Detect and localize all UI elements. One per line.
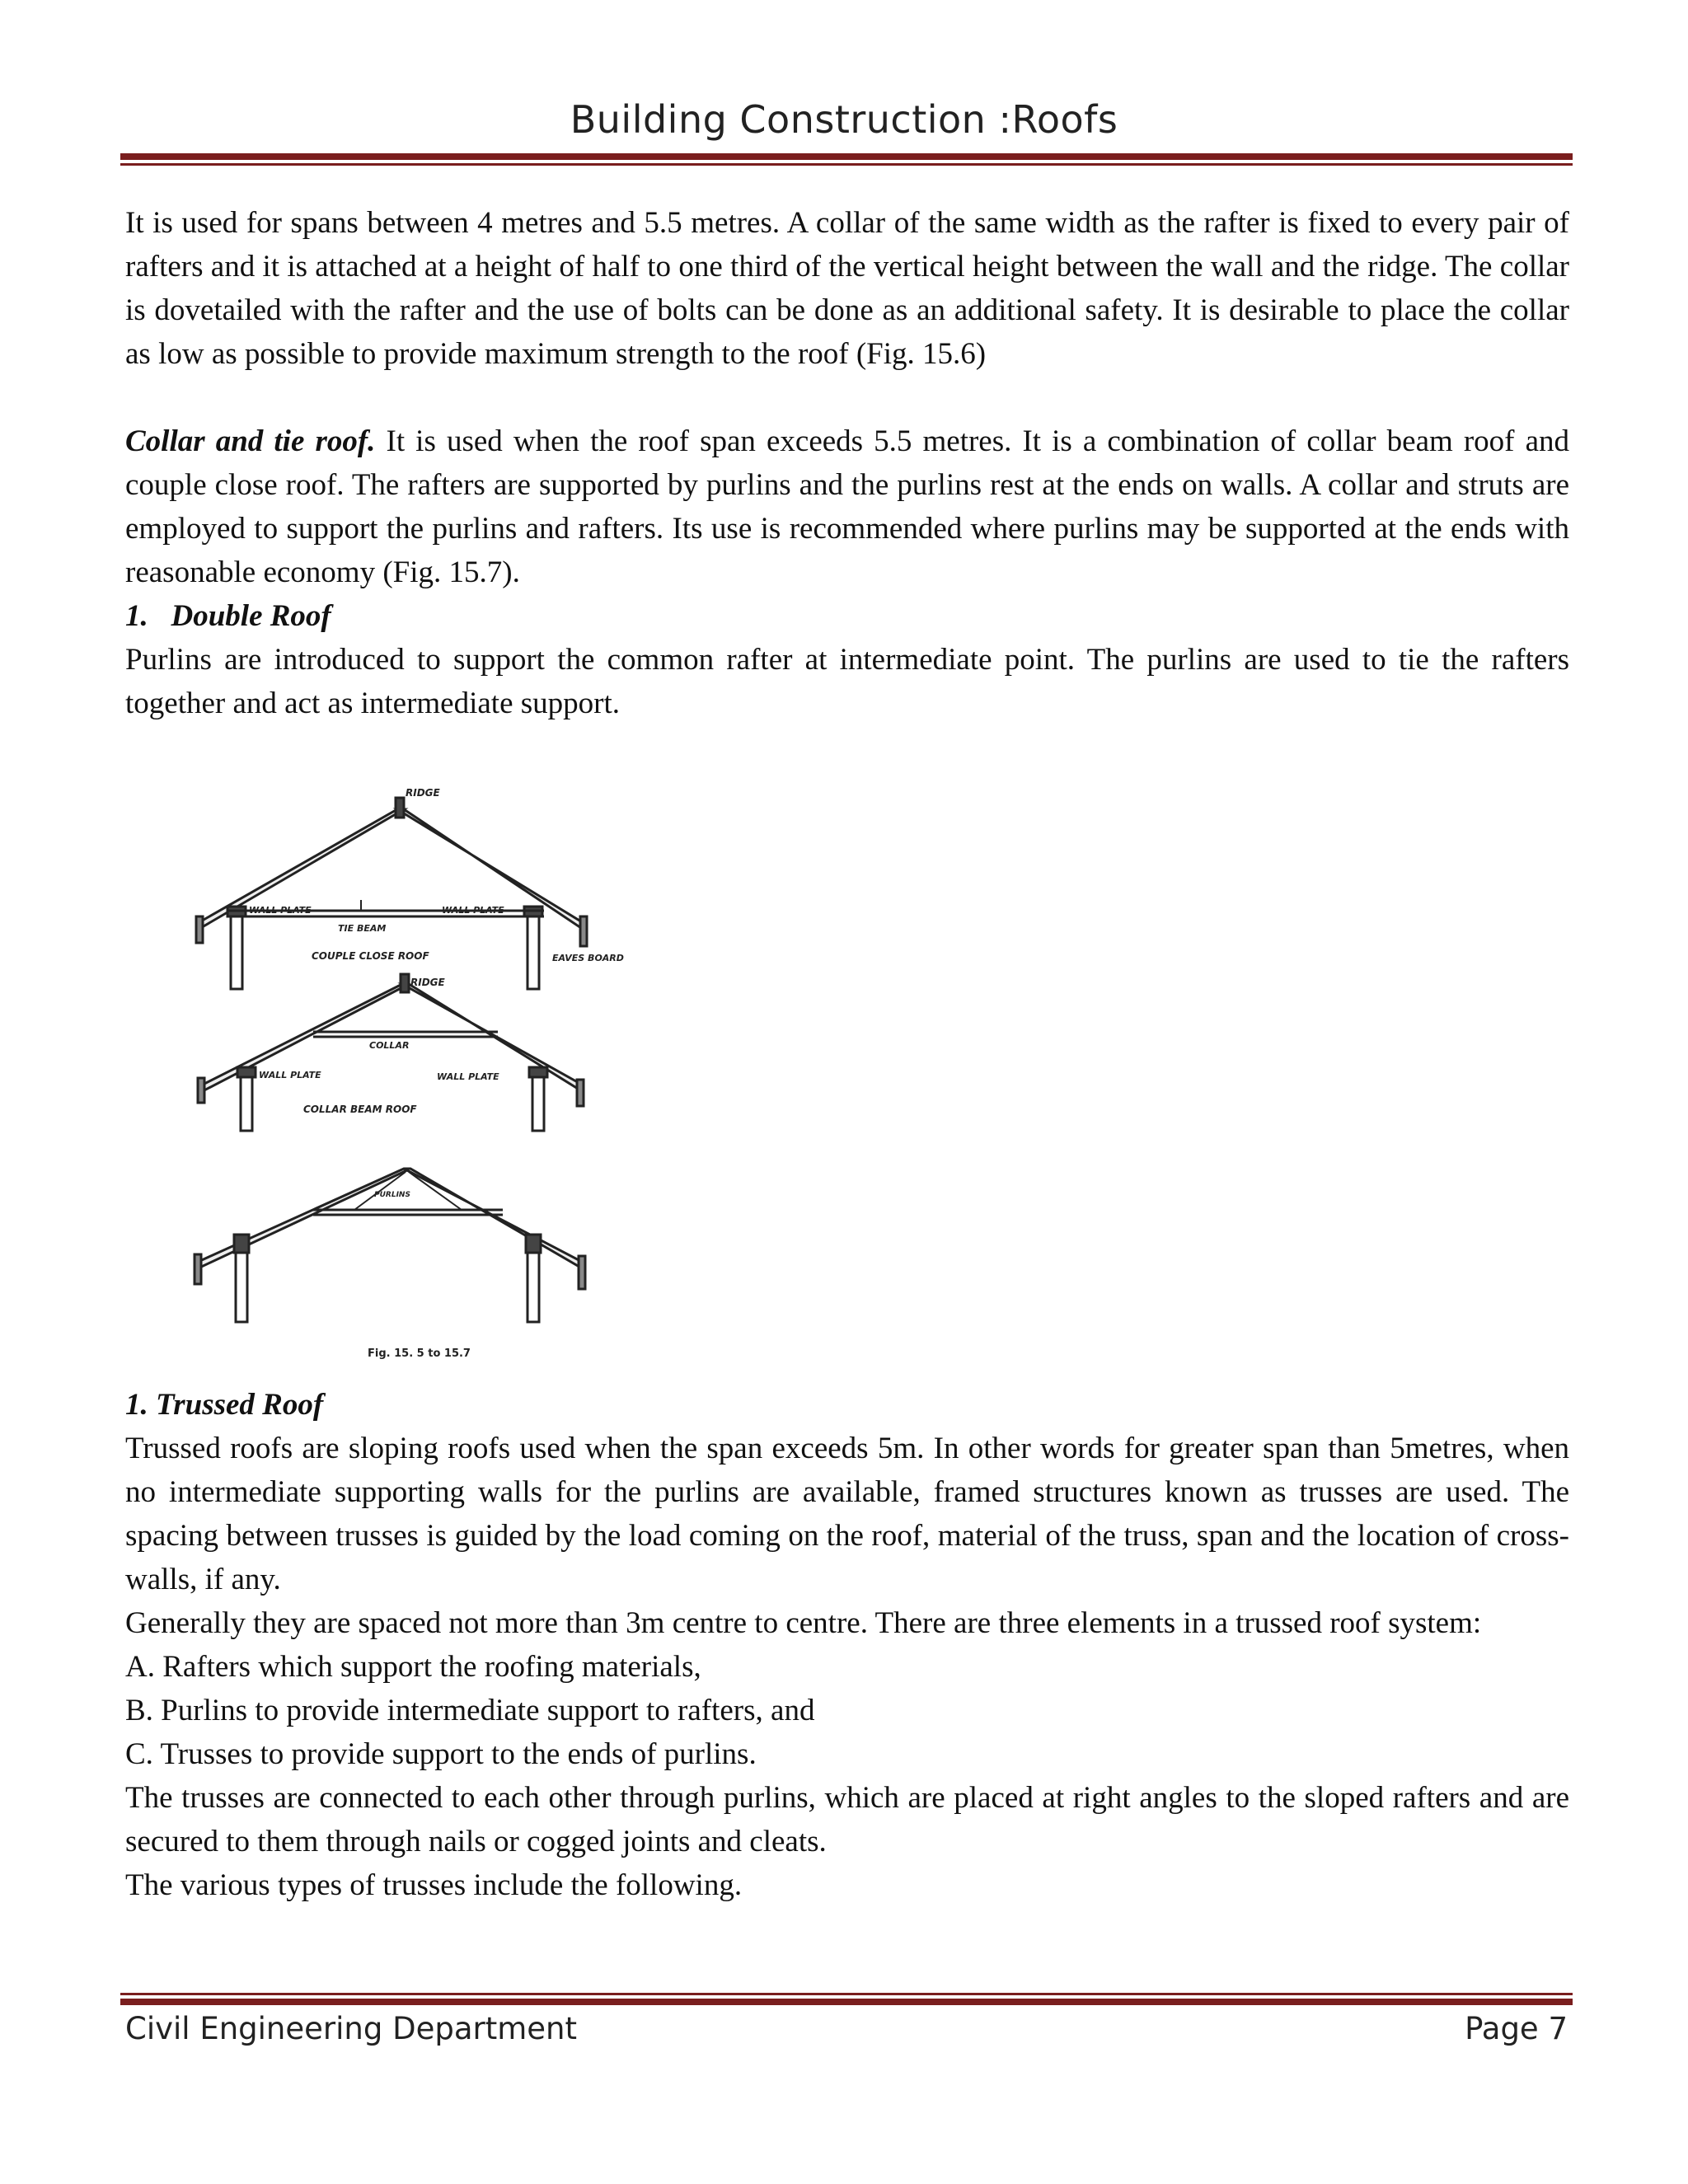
label-wall-plate: WALL PLATE [437, 1071, 499, 1082]
paragraph: Purlins are introduced to support the common rafter at intermediate point. The purlins are used to tie the rafters together and act as intermediate support. [125, 643, 1569, 720]
page-title: Building Construction :Roofs [570, 97, 1118, 142]
footer-department: Civil Engineering Department [125, 2011, 577, 2046]
header-rule [120, 153, 1573, 160]
list-item: A. Rafters which support the roofing materials, [125, 1650, 701, 1684]
list-item: C. Trusses to provide support to the ends of purlins. [125, 1737, 757, 1771]
footer-rule [120, 1999, 1573, 2005]
label-wall-plate: WALL PLATE [249, 905, 312, 916]
label-wall-plate: WALL PLATE [259, 1070, 321, 1080]
paragraph [125, 419, 1569, 594]
roof-figure [190, 785, 651, 1371]
paragraph: The various types of trusses include the following. [125, 1868, 743, 1902]
label-tie-beam: TIE BEAM [338, 923, 387, 934]
section-heading-double-roof: 1. Double Roof [125, 599, 331, 633]
inline-heading: Collar and tie roof. [125, 424, 376, 458]
figure-caption-couple-close: COUPLE CLOSE ROOF [312, 950, 429, 962]
paragraph: The trusses are connected to each other through purlins, which are placed at right angles to the sloped rafters and are secured to them through nails or cogged joints and cleats. [125, 1781, 1569, 1858]
body-text-lower [125, 1383, 1569, 1907]
footer-rule-thin [120, 1993, 1573, 1995]
page-number: Page 7 [1465, 2011, 1568, 2046]
label-purlins: PURLINS [374, 1191, 410, 1199]
label-ridge: RIDGE [410, 977, 445, 988]
paragraph: Trussed roofs are sloping roofs used when the span exceeds 5m. In other words for greater span than 5metres, when no intermediate supporting walls for the purlins are available, framed structures known as trusses are used. The spacing between trusses is guided by the load coming on the roof, material of the truss, span and the location of cross-walls, if any. [125, 1432, 1569, 1596]
paragraph-text: It is used when the roof span exceeds 5.5 metres. It is a combination of collar beam roof and couple close roof. The rafters are supported by purlins and the purlins rest at the ends on walls. A collar and struts are employed to support the purlins and rafters. Its use is recommended where purlins may be supported at the ends with reasonable economy (Fig. 15.7). [125, 424, 1569, 589]
body-text [125, 201, 1569, 725]
figure-caption: Fig. 15. 5 to 15.7 [368, 1347, 471, 1360]
paragraph: It is used for spans between 4 metres and 5.5 metres. A collar of the same width as the rafter is fixed to every pair of rafters and it is attached at a height of half to one third of the vertical height between the wall and the ridge. The collar is dovetailed with the rafter and the use of bolts can be done as an additional safety. It is desirable to place the collar as low as possible to provide maximum strength to the roof (Fig. 15.6) [125, 206, 1569, 371]
label-collar: COLLAR [369, 1040, 410, 1051]
header-rule-thin [120, 163, 1573, 166]
list-item: B. Purlins to provide intermediate support to rafters, and [125, 1694, 815, 1727]
figure-caption-collar-beam: COLLAR BEAM ROOF [303, 1104, 417, 1115]
label-eaves-board: EAVES BOARD [552, 953, 624, 963]
label-wall-plate: WALL PLATE [442, 905, 504, 916]
section-heading-trussed-roof: 1. Trussed Roof [125, 1388, 324, 1422]
label-ridge: RIDGE [406, 787, 440, 799]
paragraph: Generally they are spaced not more than 3m centre to centre. There are three elements in a trussed roof system: [125, 1606, 1482, 1640]
